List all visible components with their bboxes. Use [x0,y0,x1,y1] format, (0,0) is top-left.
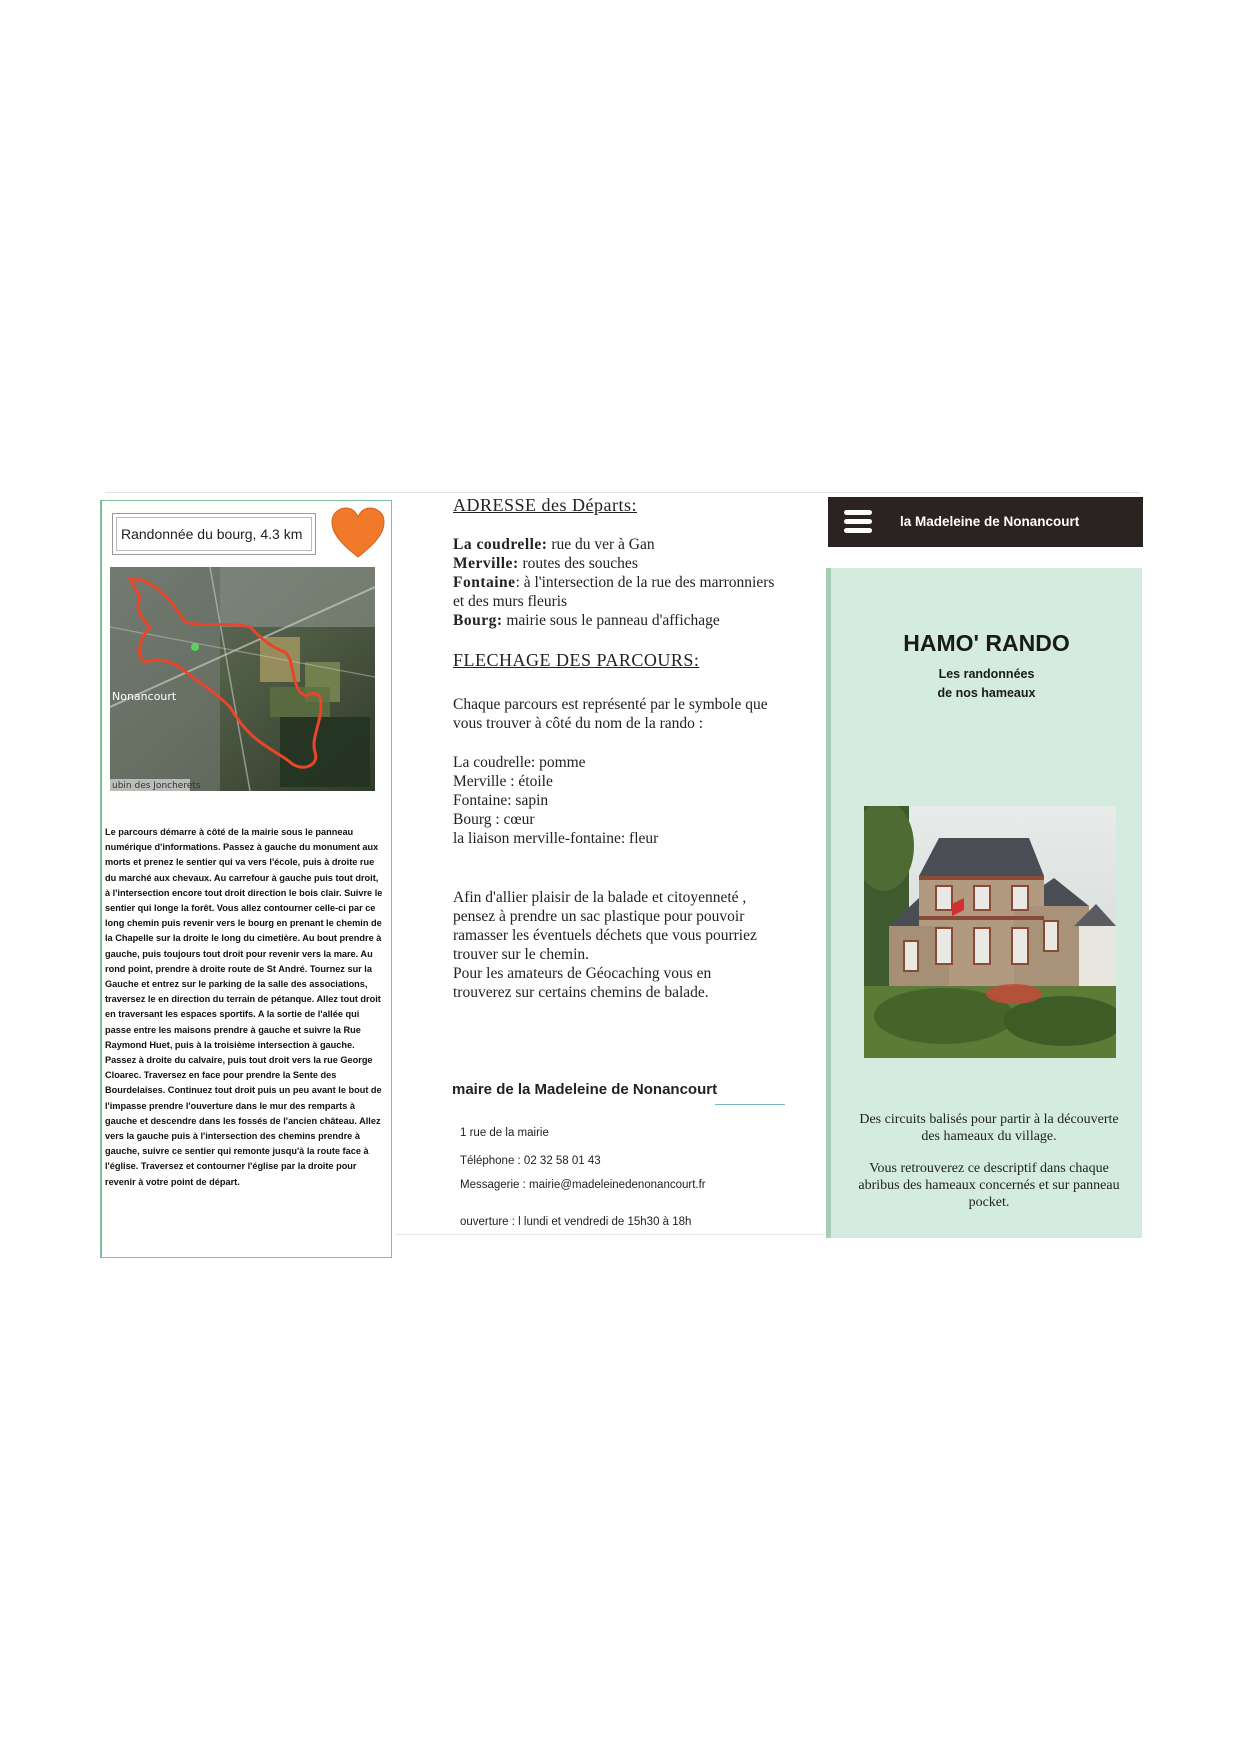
photo-window [936,928,952,964]
map-label-place: ubin des Joncherets [112,781,201,791]
start-point-marker [191,643,199,651]
symbol-item: Bourg : cœur [453,811,535,828]
departure-text: : à l'intersection de la rue des marronniers et des murs fleuris [453,574,775,610]
contact-hours: ouverture : l lundi et vendredi de 15h30 à 18h [460,1216,692,1228]
departure-item [453,611,788,630]
departures-heading: ADRESSE des Départs: [453,495,637,515]
photo-trim [919,876,1044,880]
departures-list [453,535,788,630]
symbol-item: Fontaine: sapin [453,792,549,809]
advice-text: Afin d'allier plaisir de la balade et citoyenneté , pensez à prendre un sac plastique pour pouvoir ramasser les éventuels déchets que vous pourriez trouver sur le chemin. [453,889,757,963]
map-label-town: Nonancourt [112,690,177,703]
symbol-item: Merville : étoile [453,773,553,790]
brand-name: la Madeleine de Nonancourt [900,514,1080,529]
photo-house [1079,926,1116,986]
hike-title-box [112,513,316,555]
brand-bar [828,497,1143,547]
departure-text: rue du ver à Gan [547,536,655,553]
departure-item [453,554,788,573]
cover-subtitle-line: Les randonnées [938,667,1035,681]
contact-heading-rule [715,1104,785,1105]
symbol-item: la liaison merville-fontaine: fleur [453,830,659,847]
symbol-item: La coudrelle: pomme [453,754,586,771]
departure-text: routes des souches [518,555,638,572]
geocaching-text: Pour les amateurs de Géocaching vous en trouverez sur certains chemins de balade. [453,965,712,1001]
cover-panel [826,568,1142,1238]
map-forest [280,717,370,787]
cover-subtitle-line: de nos hameaux [937,686,1036,700]
contact-phone: Téléphone : 02 32 58 01 43 [460,1155,601,1167]
hike-title: Randonnée du bourg, 4.3 km [121,526,303,542]
advice-block [453,888,773,1002]
symbol-list [453,753,788,848]
hamburger-menu-icon[interactable] [844,507,872,537]
info-panel [450,495,795,1235]
photo-window [936,886,952,910]
departure-place: La coudrelle: [453,536,548,553]
route-map [110,567,375,791]
photo-window [904,941,918,971]
departure-item [453,573,788,611]
departure-place: Fontaine [453,574,516,591]
hike-panel [100,500,392,1258]
photo-window [974,886,990,910]
departure-place: Bourg: [453,612,503,629]
photo-window [974,928,990,964]
contact-address: 1 rue de la mairie [460,1127,549,1139]
photo-roof [919,838,1044,876]
signage-intro: Chaque parcours est représenté par le symbole que vous trouver à côté du nom de la rando : [453,696,768,732]
town-hall-photo [864,806,1116,1058]
signage-heading: FLECHAGE DES PARCOURS: [453,650,700,670]
cover-availability: Vous retrouverez ce descriptif dans chaque abribus des hameaux concernés et sur panneau pocket. [858,1161,1120,1210]
contact-email[interactable]: Messagerie : mairie@madeleinedenonancourt.fr [460,1179,706,1191]
photo-window [1012,928,1028,964]
photo-flowers [986,984,1042,1004]
scan-line-top [105,492,1140,493]
cover-subtitle [831,665,1142,703]
departure-place: Merville: [453,555,519,572]
map-town-area [110,567,220,791]
heart-icon [330,507,386,559]
photo-window [1012,886,1028,910]
photo-trim [919,916,1044,920]
departure-item [453,535,788,554]
contact-heading: maire de la Madeleine de Nonancourt [452,1081,718,1098]
cover-description: Des circuits balisés pour partir à la découverte des hameaux du village. [859,1112,1119,1144]
photo-window [1044,921,1058,951]
cover-title: HAMO' RANDO [903,630,1070,656]
hike-description: Le parcours démarre à côté de la mairie sous le panneau numérique d'informations. Passez à gauche du monument aux morts et prenez le sentier qui va vers l'école, puis à droite rue du marché aux chevaux. Au carrefour à gauche puis tout droit, à l'intersection encore tout droit direction le bois clair. Suivre le sentier qui longe la forêt. Vous allez contourner celle-ci par ce long chemin puis revenir vers le bourg en prenant le chemin de la Chapelle sur la droite le long du cimetière. Au bout prendre à gauche, puis toujours tout droit pour revenir vers la mare. Au rond point, prendre à droite route de St André. Tournez sur la Gauche et entrez sur le parking de la salle des associations, traversez le en direction du terrain de pétanque. Allez tout droit en traversant les espaces sportifs. A la sortie de l'allée qui passe entre les maisons prendre à gauche et suivre la Rue Raymond Huet, puis à la troisième intersection à gauche. Passez à droite du calvaire, puis tout droit vers la rue George Cloarec. Traversez en face pour prendre la Sente des Bourdelaises. Continuez tout droit puis un peu avant le bout de l'impasse prendre l'ouverture dans le mur des remparts à gauche et descendre dans les fossés de l'ancien château. Allez vers la gauche puis à l'intersection des chemins prendre à gauche, suivre ce sentier qui remonte jusqu'à la route face à l'église. Traversez et contourner l'église par la droite pour revenir à votre point de départ. [105,827,383,1187]
departure-text: mairie sous le panneau d'affichage [502,612,720,629]
